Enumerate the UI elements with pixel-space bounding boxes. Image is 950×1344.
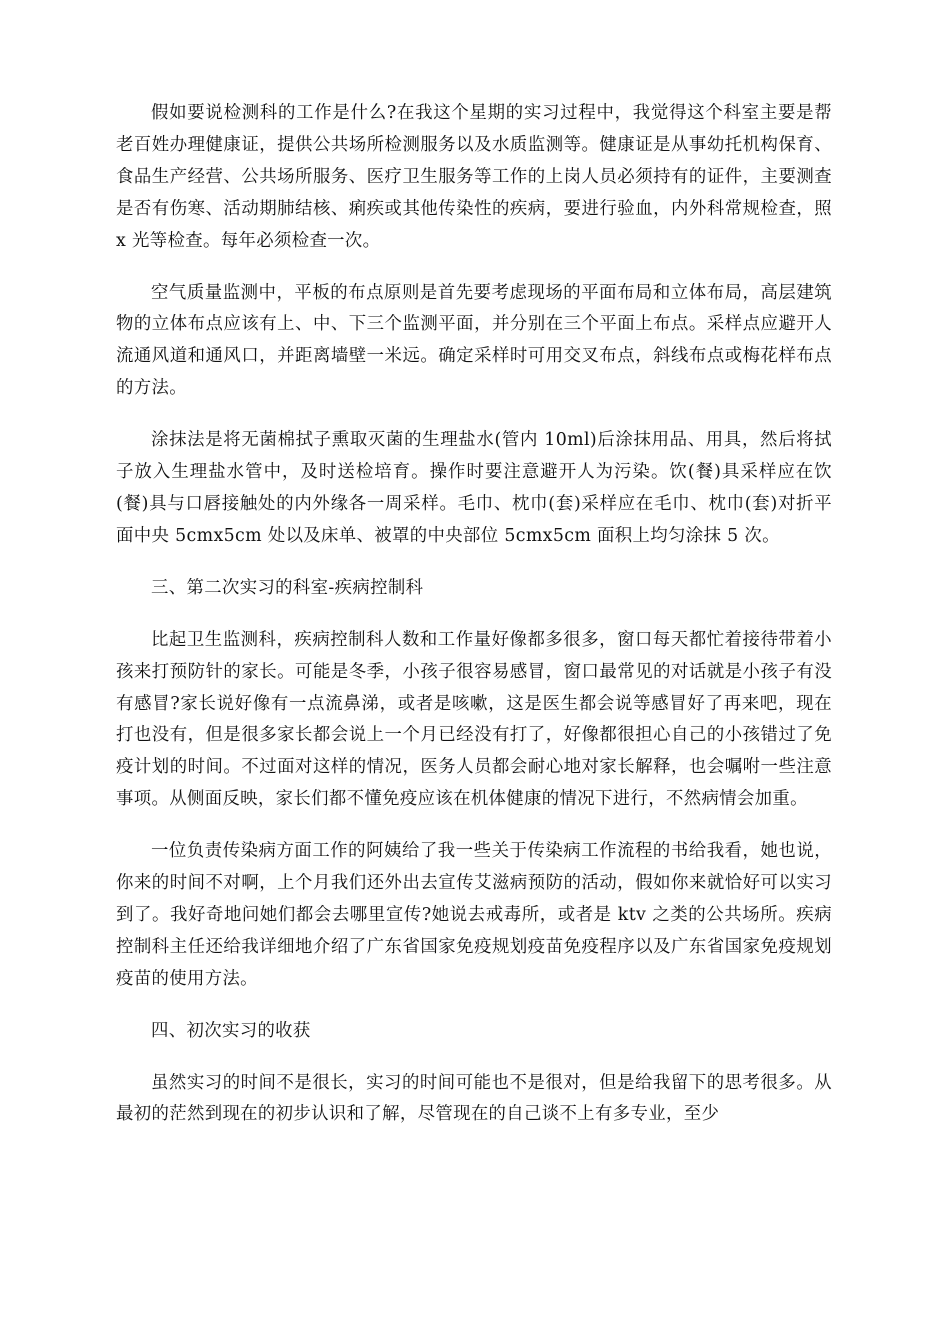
section-heading-gains: 四、初次实习的收获 [151, 1020, 311, 1041]
document-body [116, 98, 838, 1151]
paragraph-gains: 虽然实习的时间不是很长，实习的时间可能也不是很对，但是给我留下的思考很多。从最初的茫然到现在的初步认识和了解，尽管现在的自己谈不上有多专业，至少 [116, 1072, 832, 1125]
paragraph-disease-control: 比起卫生监测科，疾病控制科人数和工作量好像都多很多，窗口每天都忙着接待带着小孩来打预防针的家长。可能是冬季，小孩子很容易感冒，窗口最常见的对话就是小孩子有没有感冒?家长说好像有一点流鼻涕，或者是咳嗽，这是医生都会说等感冒好了再来吧，现在打也没有，但是很多家长都会说上一个月已经没有打了，好像都很担心自己的小孩错过了免疫计划的时间。不过面对这样的情况，医务人员都会耐心地对家长解释，也会嘱咐一些注意事项。从侧面反映，家长们都不懂免疫应该在机体健康的情况下进行，不然病情会加重。 [116, 629, 832, 810]
paragraph-air-quality: 空气质量监测中，平板的布点原则是首先要考虑现场的平面布局和立体布局，高层建筑物的立体布点应该有上、中、下三个监测平面，并分别在三个平面上布点。采样点应避开人流通风道和通风口，并距离墙壁一米远。确定采样时可用交叉布点，斜线布点或梅花样布点的方法。 [116, 282, 832, 399]
paragraph-infectious-disease: 一位负责传染病方面工作的阿姨给了我一些关于传染病工作流程的书给我看，她也说，你来的时间不对啊，上个月我们还外出去宣传艾滋病预防的活动，假如你来就恰好可以实习到了。我好奇地问她们都会去哪里宣传?她说去戒毒所，或者是 ktv 之类的公共场所。疾病控制科主任还给我详细地介绍了广东省国家免疫规划疫苗免疫程序以及广东省国家免疫规划疫苗的使用方法。 [116, 841, 832, 989]
section-heading-disease-control: 三、第二次实习的科室-疾病控制科 [151, 577, 424, 598]
paragraph-inspection-dept: 假如要说检测科的工作是什么?在我这个星期的实习过程中，我觉得这个科室主要是帮老百姓办理健康证，提供公共场所检测服务以及水质监测等。健康证是从事幼托机构保育、食品生产经营、公共场所服务、医疗卫生服务等工作的上岗人员必须持有的证件，主要测查是否有伤寒、活动期肺结核、痢疾或其他传染性的疾病，要进行验血，内外科常规检查，照 x 光等检查。每年必须检查一次。 [116, 103, 838, 251]
paragraph-swab-method: 涂抹法是将无菌棉拭子熏取灭菌的生理盐水(管内 10ml)后涂抹用品、用具，然后将拭子放入生理盐水管中，及时送检培育。操作时要注意避开人为污染。饮(餐)具采样应在饮(餐)具与口唇接触处的内外缘各一周采样。毛巾、枕巾(套)采样应在毛巾、枕巾(套)对折平面中央 5cmx5cm 处以及床单、被罩的中央部位 5cmx5cm 面积上均匀涂抹 5 次。 [116, 430, 832, 546]
